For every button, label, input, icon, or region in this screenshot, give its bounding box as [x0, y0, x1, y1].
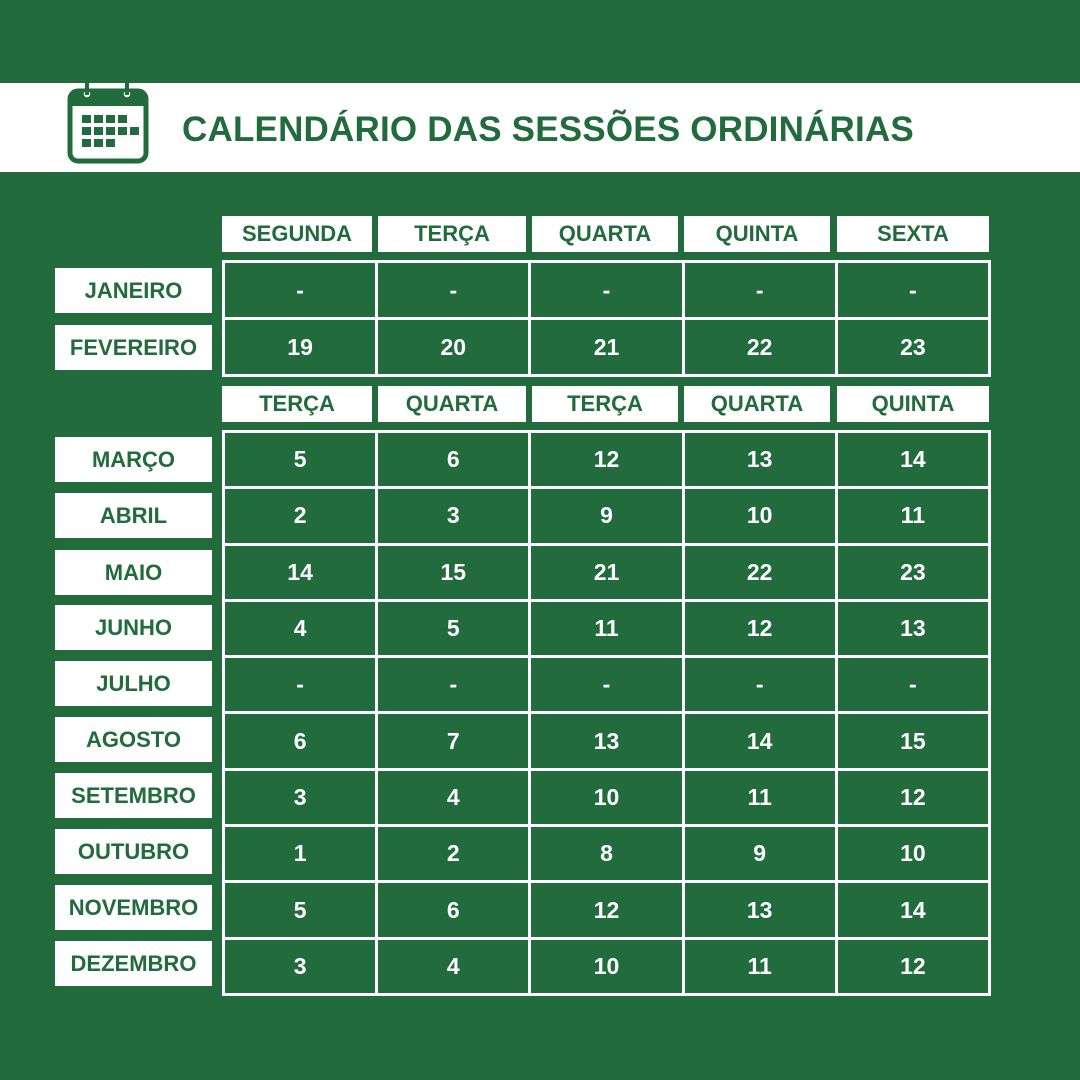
- day-cell: 14: [685, 714, 835, 767]
- day-cell: -: [378, 263, 528, 317]
- day-cell: 11: [531, 602, 681, 655]
- day-cell: 5: [225, 883, 375, 936]
- day-cell: 3: [225, 940, 375, 993]
- day-cell: -: [225, 658, 375, 711]
- day-cell: 9: [531, 489, 681, 542]
- day-cell: 12: [838, 771, 988, 824]
- month-label: AGOSTO: [55, 717, 212, 762]
- day-cell: 23: [838, 320, 988, 374]
- day-cell: 4: [225, 602, 375, 655]
- month-label: SETEMBRO: [55, 773, 212, 818]
- month-label: MARÇO: [55, 437, 212, 482]
- day-cell: 19: [225, 320, 375, 374]
- day-cell: 13: [838, 602, 988, 655]
- day-cell: 13: [685, 433, 835, 486]
- day-cell: 3: [225, 771, 375, 824]
- month-label: DEZEMBRO: [55, 941, 212, 986]
- day-cell: 11: [685, 771, 835, 824]
- day-cell: 10: [531, 771, 681, 824]
- day-cell: 11: [838, 489, 988, 542]
- day-cell: 7: [378, 714, 528, 767]
- day-cell: 9: [685, 827, 835, 880]
- weekday-header: SEXTA: [837, 216, 989, 252]
- day-cell: 14: [838, 433, 988, 486]
- month-label: JANEIRO: [55, 268, 212, 313]
- month-label: JUNHO: [55, 605, 212, 650]
- day-cell: 8: [531, 827, 681, 880]
- day-cell: 12: [531, 433, 681, 486]
- day-cell: 14: [838, 883, 988, 936]
- day-cell: 5: [378, 602, 528, 655]
- day-cell: 4: [378, 940, 528, 993]
- day-cell: -: [531, 263, 681, 317]
- day-cell: 13: [685, 883, 835, 936]
- day-cell: 6: [378, 883, 528, 936]
- day-cell: -: [225, 263, 375, 317]
- day-cell: 10: [531, 940, 681, 993]
- weekday-header: TERÇA: [222, 386, 372, 422]
- day-cell: -: [378, 658, 528, 711]
- day-cell: 15: [378, 546, 528, 599]
- calendar-icon: [66, 80, 150, 166]
- day-cell: 21: [531, 320, 681, 374]
- weekday-header: QUINTA: [837, 386, 989, 422]
- day-cell: 23: [838, 546, 988, 599]
- day-cell: -: [531, 658, 681, 711]
- day-cell: 1: [225, 827, 375, 880]
- day-cell: 10: [685, 489, 835, 542]
- day-cell: 5: [225, 433, 375, 486]
- month-label: OUTUBRO: [55, 829, 212, 874]
- day-cell: 12: [685, 602, 835, 655]
- day-cell: 6: [225, 714, 375, 767]
- day-cell: 20: [378, 320, 528, 374]
- schedule-grid-2: [222, 430, 991, 996]
- weekday-header: TERÇA: [378, 216, 526, 252]
- weekday-header: QUARTA: [378, 386, 526, 422]
- month-label: ABRIL: [55, 493, 212, 538]
- weekday-header: QUINTA: [684, 216, 830, 252]
- day-cell: 10: [838, 827, 988, 880]
- month-label: MAIO: [55, 550, 212, 595]
- day-cell: 4: [378, 771, 528, 824]
- day-cell: -: [685, 658, 835, 711]
- day-cell: 21: [531, 546, 681, 599]
- weekday-header: QUARTA: [684, 386, 830, 422]
- weekday-header: TERÇA: [532, 386, 678, 422]
- day-cell: 2: [225, 489, 375, 542]
- day-cell: 12: [838, 940, 988, 993]
- schedule-grid-1: [222, 260, 991, 377]
- weekday-header: SEGUNDA: [222, 216, 372, 252]
- month-label: NOVEMBRO: [55, 885, 212, 930]
- month-label: FEVEREIRO: [55, 325, 212, 370]
- day-cell: -: [685, 263, 835, 317]
- day-cell: 13: [531, 714, 681, 767]
- day-cell: 12: [531, 883, 681, 936]
- day-cell: 22: [685, 546, 835, 599]
- month-label: JULHO: [55, 661, 212, 706]
- day-cell: 22: [685, 320, 835, 374]
- day-cell: -: [838, 263, 988, 317]
- day-cell: 6: [378, 433, 528, 486]
- day-cell: 2: [378, 827, 528, 880]
- day-cell: 14: [225, 546, 375, 599]
- day-cell: -: [838, 658, 988, 711]
- day-cell: 3: [378, 489, 528, 542]
- weekday-header: QUARTA: [532, 216, 678, 252]
- day-cell: 15: [838, 714, 988, 767]
- page-title: CALENDÁRIO DAS SESSÕES ORDINÁRIAS: [182, 110, 914, 149]
- day-cell: 11: [685, 940, 835, 993]
